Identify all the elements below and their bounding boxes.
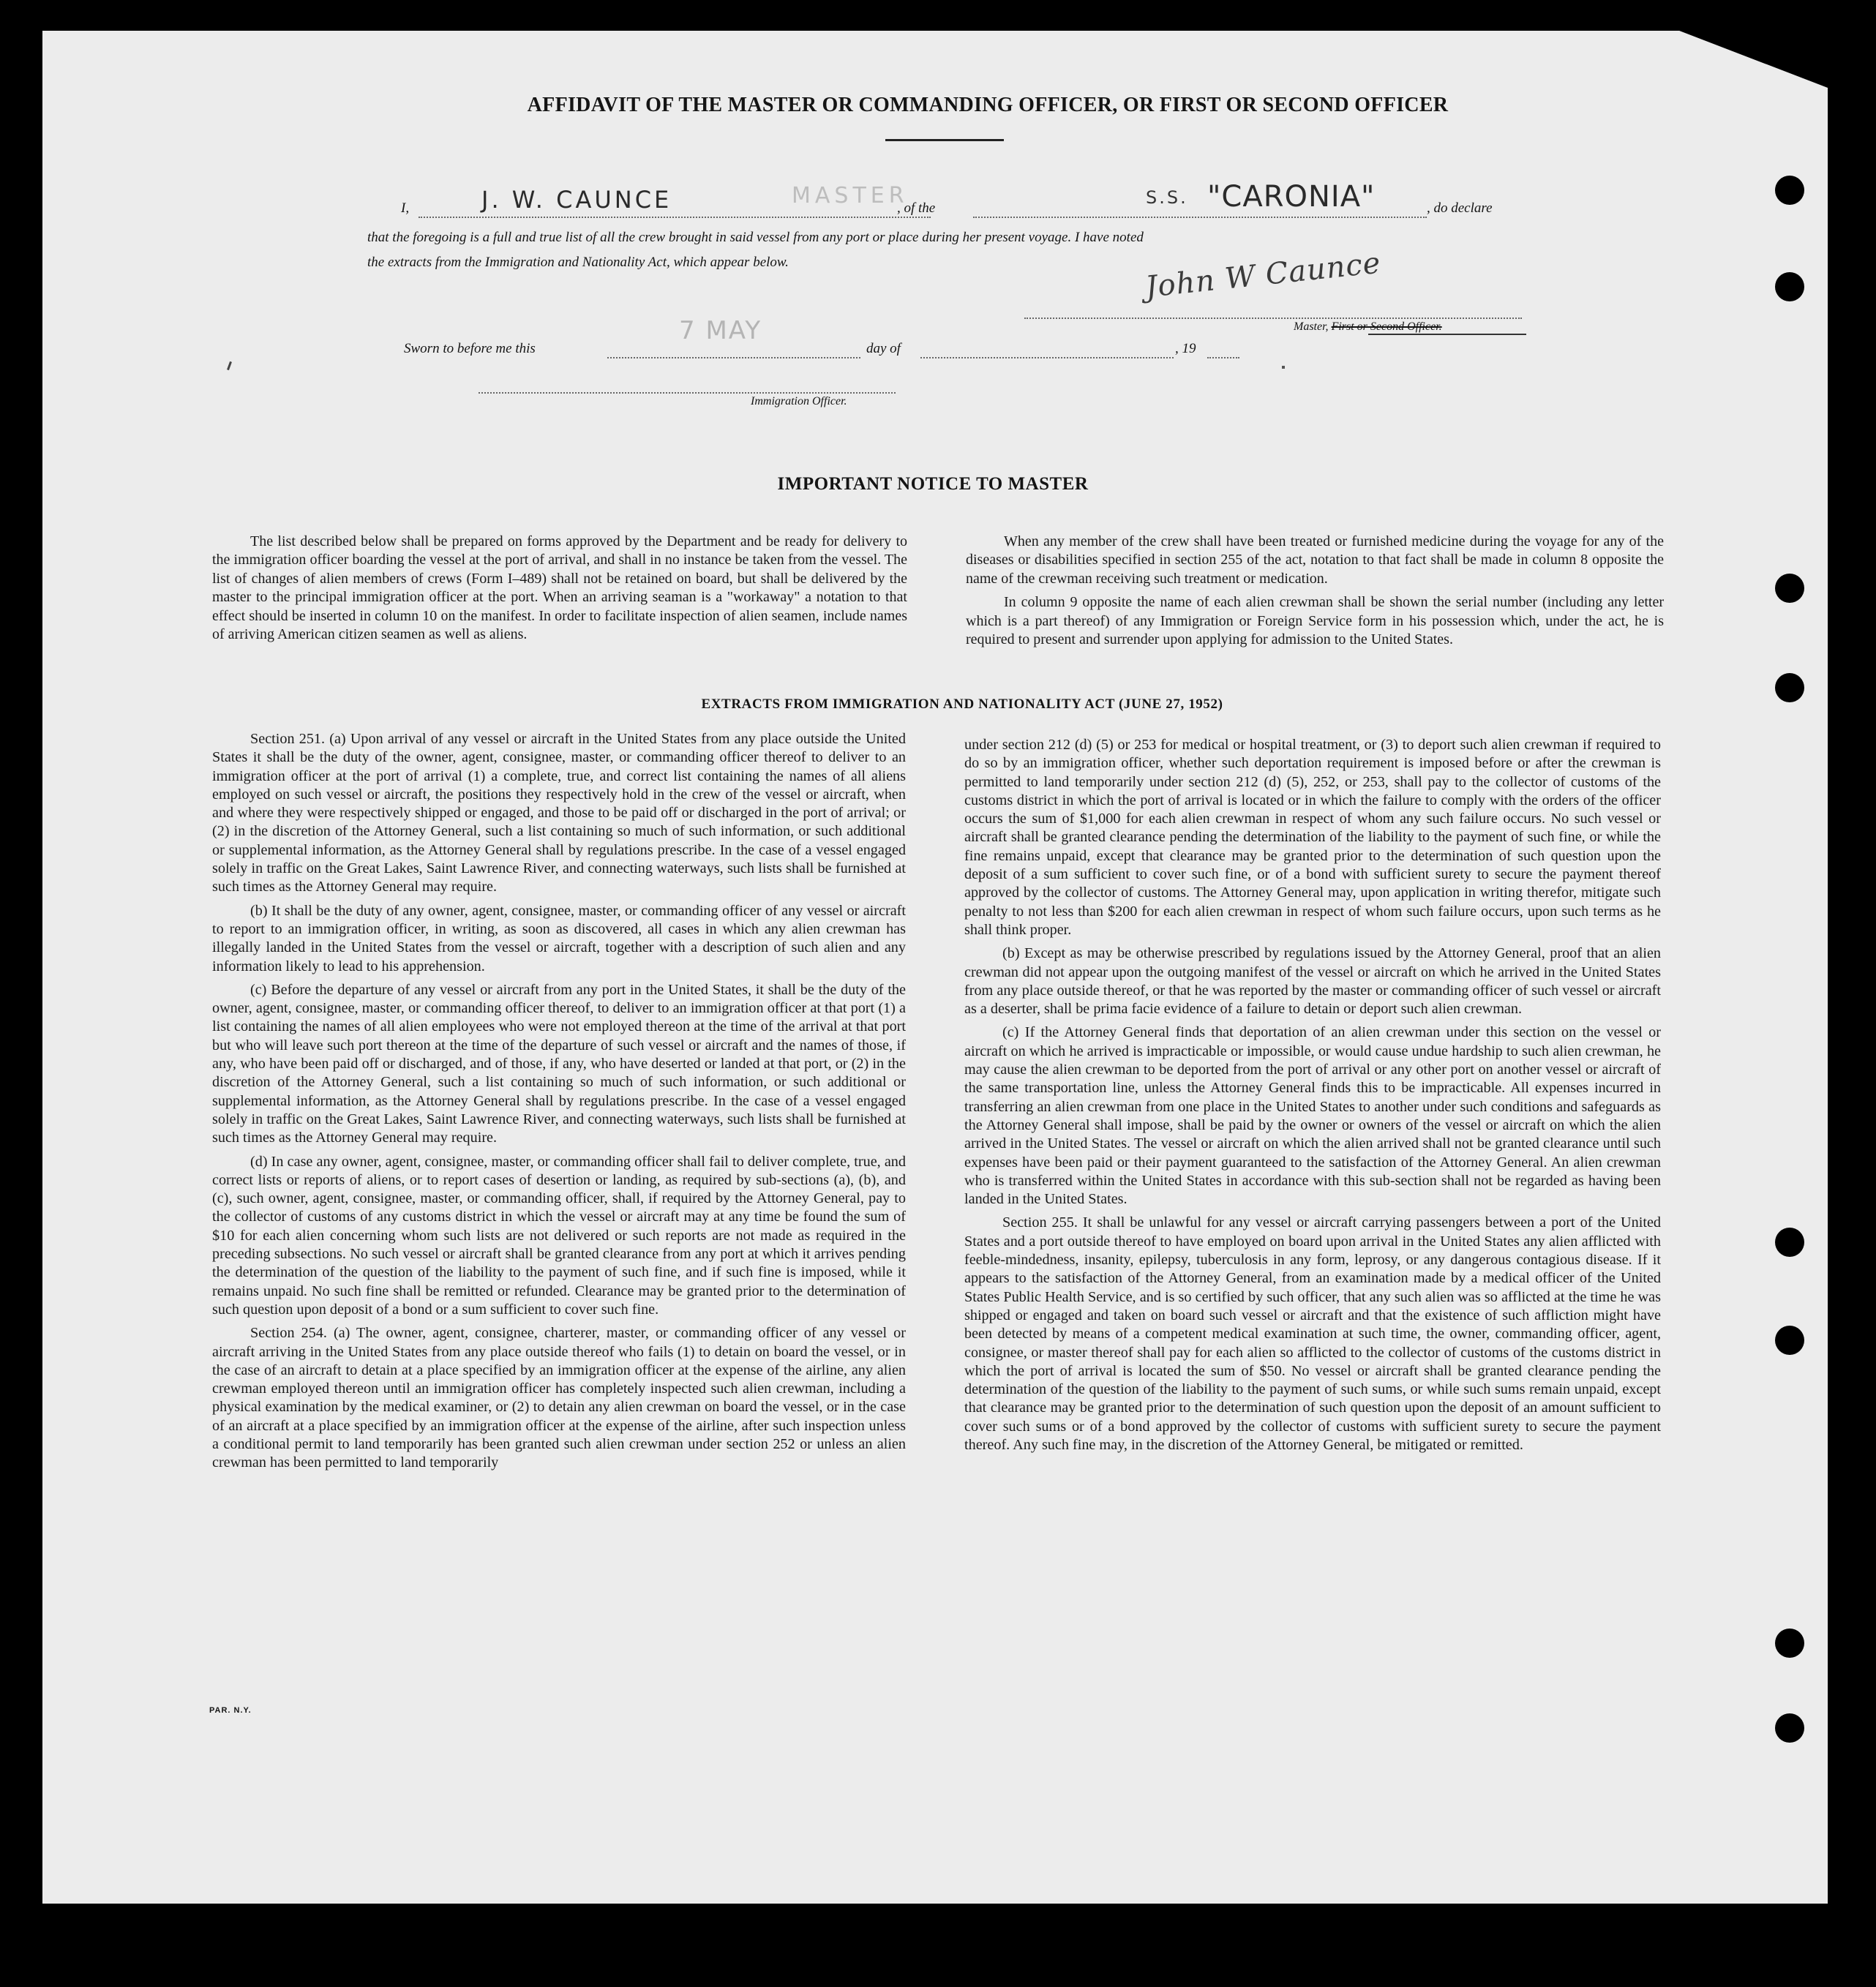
date-stamp: 7 MAY [679,316,762,345]
binder-hole [1775,1228,1804,1257]
sworn-date-line [607,357,860,358]
immigration-officer-line [479,392,896,394]
declaration-line-3: the extracts from the Immigration and Nationality Act, which appear below. [367,255,789,270]
section-254-a-continued: under section 212 (d) (5) or 253 for medical or hospital treatment, or (3) to deport such alien crewman if required to do so by an immigration officer, whether such deportation requirement is imposed before or after the crewman is permitted to land temporarily under section 212 (d) (5), 252, or 253, shall pay to the collector of customs of the customs district in which the port of arrival is located or in which the failure to comply with the orders of the officer occurs the sum of $1,000 for each alien crewman in respect of whom any such failure occurs. No such vessel or aircraft shall be granted clearance pending the determination of the liability to the payment of such fine, or while the fine remains unpaid, except that clearance may be granted prior to the determination of such question upon the deposit of a sum sufficient to cover such fine, or of a bond with sufficient surety to secure the payment thereof approved by the collector of customs. The Attorney General may, upon application in writing therefor, mitigate such penalty to not less than $200 for each alien crewman in respect of whom such failure occurs, upon such terms as he shall think proper. [964,737,1661,938]
binder-hole [1775,272,1804,301]
notice-title: IMPORTANT NOTICE TO MASTER [777,474,1089,494]
binder-hole [1775,673,1804,702]
binder-hole [1775,574,1804,603]
section-255: Section 255. It shall be unlawful for any vessel or aircraft carrying passengers between a port of the United States and a port outside thereof to have employed on board upon arrival in the United States any alien afflicted with feeble-mindedness, insanity, epilepsy, tuberculosis in any form, leprosy, or any dangerous contagious disease. If it appears to the satisfaction of the Attorney General, from an examination made by a medical officer of the United States Public Health Service, and is so certified by such officer, that any such alien was so afflicted at the time he was shipped or engaged and taken on board such vessel or aircraft and that the existence of such affliction might have been detected by means of a competent medical examination at such time, the owner, commanding officer, agent, consignee, or master thereof shall pay for each alien so afflicted to the collector of customs of the customs district in which the port of arrival is located the sum of $50. No vessel or aircraft shall be granted clearance pending the determination of the question of the liability to the payment of such sums, or while such sums remain unpaid, except that clearance may be granted prior to the determination of such question upon the deposit of an amount sufficient to cover such sums or of a bond approved by the collector of customs with sufficient surety to secure the payment thereof. Any such fine may, in the discretion of the Attorney General, be mitigated or remitted. [964,1214,1661,1453]
section-251-b: (b) It shall be the duty of any owner, agent, consignee, master, or commanding officer of any vessel or aircraft to report to an immigration officer, in writing, as soon as discovered, all cases in which any alien crewman has illegally landed in the United States from the vessel or aircraft, together with a description of such alien and any information likely to lead to his apprehension. [212,902,906,974]
section-251-a: Section 251. (a) Upon arrival of any vessel or aircraft in the United States from any place outside the United States it shall be the duty of the owner, agent, consignee, master, or commanding officer thereof to deliver to an immigration officer at the port of arrival (1) a complete, true, and correct list containing the names of all aliens employed on such vessel or aircraft, the positions they respectively hold in the crew of the vessel or aircraft, when and where they were respectively shipped or engaged, and those to be paid off or discharged in the port of arrival; or (2) in the discretion of the Attorney General, such a list containing so much of such information, or such additional or supplemental information, as the Attorney General shall by regulations prescribe. In the case of a vessel engaged solely in traffic on the Great Lakes, Saint Lawrence River, and connecting waterways, such lists shall be furnished at such times as the Attorney General may require. [212,731,906,895]
signature-underline-mark [1368,334,1526,335]
of-the-label: , of the [897,200,936,216]
day-of-label: day of [866,341,901,356]
section-254-b: (b) Except as may be otherwise prescribed by regulations issued by the Attorney General, proof that an alien crewman did not appear upon the outgoing manifest of the vessel or aircraft on which he arrived in the United States from any place outside thereof, or that he was reported by the master or commanding officer of such vessel or aircraft as a deserter, shall be prima facie evidence of a failure to detain or deport such alien crewman. [964,945,1661,1018]
section-254-a: Section 254. (a) The owner, agent, consignee, charterer, master, or commanding officer of any vessel or aircraft arriving in the United States from any place outside thereof who fails (1) to detain on board the vessel, or in the case of an aircraft to detain at a place specified by an immigration officer at the expense of the airline, any alien crewman employed thereon until an immigration officer has completely inspected such alien crewman, including a physical examination by the medical examiner, or (2) to detain any alien crewman on board the vessel, or in the case of an aircraft at a place specified by an immigration officer at the expense of the airline, after such inspection unless a conditional permit to land temporarily has been granted such alien crewman under section 252 or unless an alien crewman has been permitted to land temporarily [212,1325,906,1471]
notice-left-column [212,533,907,644]
signature-caption [1294,320,1442,334]
sworn-text: Sworn to before me this [404,341,536,356]
binder-hole [1775,176,1804,205]
vessel-field-line [973,217,1427,218]
year-line [1207,357,1239,358]
title-divider [885,139,1004,141]
rank-stamp: MASTER [792,183,909,209]
affidavit-title: AFFIDAVIT OF THE MASTER OR COMMANDING OFFICER, OR FIRST OR SECOND OFFICER [527,94,1449,116]
page-corner-cut [1676,29,1828,88]
printer-mark: PAR. N.Y. [209,1706,252,1715]
binder-hole [1775,1713,1804,1743]
extracts-left-column [212,730,906,1473]
master-caption-prefix: Master, [1294,320,1329,333]
notice-right-paragraph-1: When any member of the crew shall have been treated or furnished medicine during the voyage for any of the diseases or disabilities specified in section 255 of the act, notation to that fact shall be made in column 8 opposite the name of the crewman receiving such treatment or medication. [966,533,1664,587]
section-254-c: (c) If the Attorney General finds that deportation of an alien crewman under this section on the vessel or aircraft on which he arrived is impracticable or impossible, or would cause undue hardship to such alien crewman, he may cause the alien crewman to be deported from the port of arrival or any other port on another vessel or aircraft of the same transportation line, unless the Attorney General finds this to be impracticable. All expenses incurred in transferring an alien crewman from one place in the United States to another under such conditions and safeguards as the Attorney General shall impose, shall be paid by the owner or owners of the vessel or aircraft on which the alien arrived in the United States. The vessel or aircraft on which the alien arrived shall not be granted clearance until such expenses have been paid or their payment guaranteed to the satisfaction of the Attorney General. An alien crewman who is transferred within the United States in accordance with this sub-section shall not be regarded as having been landed in the United States. [964,1024,1661,1208]
binder-hole [1775,1326,1804,1355]
extracts-right-column [964,736,1661,1454]
name-field-line [419,217,931,218]
master-signature: John W Caunce [1144,246,1383,304]
immigration-officer-caption: Immigration Officer. [751,395,847,407]
section-251-c: (c) Before the departure of any vessel or aircraft from any port in the United States, it shall be the duty of the owner, agent, consignee, master, or commanding officer thereof, to deliver to an immigration officer at that port (1) a list containing the names of all alien employees who were not employed thereon at the time of the arrival at that port but who will leave such port thereon at the time of the departure of such vessel or aircraft and the names of those, if any, who have been paid off or discharged, and of those, if any, who have deserted or landed at that port, or (2) in the discretion of the Attorney General, such a list containing so much of such information, or such additional or supplemental information, as the Attorney General shall by regulations prescribe. In the case of a vessel engaged solely in traffic on the Great Lakes, Saint Lawrence River, and connecting waterways, such lists shall be furnished at such times as the Attorney General may require. [212,981,906,1146]
vessel-prefix: S.S. [1146,187,1188,208]
vessel-name: "CARONIA" [1207,180,1376,214]
signature-line [1024,318,1522,319]
year-label: , 19 [1175,341,1196,356]
section-251-d: (d) In case any owner, agent, consignee, master, or commanding officer shall fail to deliver complete, true, and correct lists or reports of aliens, or to report cases of desertion or landing, as required by sub-sections (a), (b), and (c), such owner, agent, consignee, master, or commanding officer, shall, if required by the Attorney General, pay to the collector of customs of any customs district in which the vessel or aircraft may at any time be found the sum of $10 for each alien concerning whom such lists are not delivered or such reports are not made as required in the preceding subsections. No such vessel or aircraft shall be granted clearance from any port at which it arrives pending the determination of the question of the liability to the payment of such fine, and if such fine is imposed, while it remains unpaid. No such fine shall be remitted or refunded. Clearance may be granted prior to the determination of such question upon deposit of a bond or a sum sufficient to cover such fine. [212,1153,906,1318]
notice-right-paragraph-2: In column 9 opposite the name of each alien crewman shall be shown the serial number (including any letter which is a part thereof) of any Immigration or Foreign Service form in his possession which, under the act, he is required to present and surrender upon applying for admission to the United States. [966,594,1664,648]
binder-hole [1775,1629,1804,1658]
struck-officer-caption: First or Second Officer. [1331,320,1442,333]
notice-left-paragraph: The list described below shall be prepared on forms approved by the Department and be ready for delivery to the immigration officer boarding the vessel at the port of arrival, and shall in no instance be taken from the vessel. The list of changes of alien members of crews (Form I–489) shall not be retained on board, but shall be delivered by the master to the principal immigration officer at the port. When an arriving seaman is a "workaway" a notation to that effect should be inserted in column 10 on the manifest. In order to facilitate inspection of alien seamen, include names of arriving American citizen seamen as well as aliens. [212,533,907,643]
extracts-title: EXTRACTS FROM IMMIGRATION AND NATIONALITY ACT (JUNE 27, 1952) [701,696,1223,712]
notice-right-column [966,533,1664,649]
month-line [920,357,1174,358]
stray-mark [1282,366,1285,369]
master-name-handwritten: J. W. CAUNCE [481,186,672,214]
declaration-line-2: that the foregoing is a full and true list of all the crew brought in said vessel from any port or place during her present voyage. I have noted [367,230,1144,245]
i-label: I, [401,200,410,216]
do-declare-label: , do declare [1427,200,1493,216]
